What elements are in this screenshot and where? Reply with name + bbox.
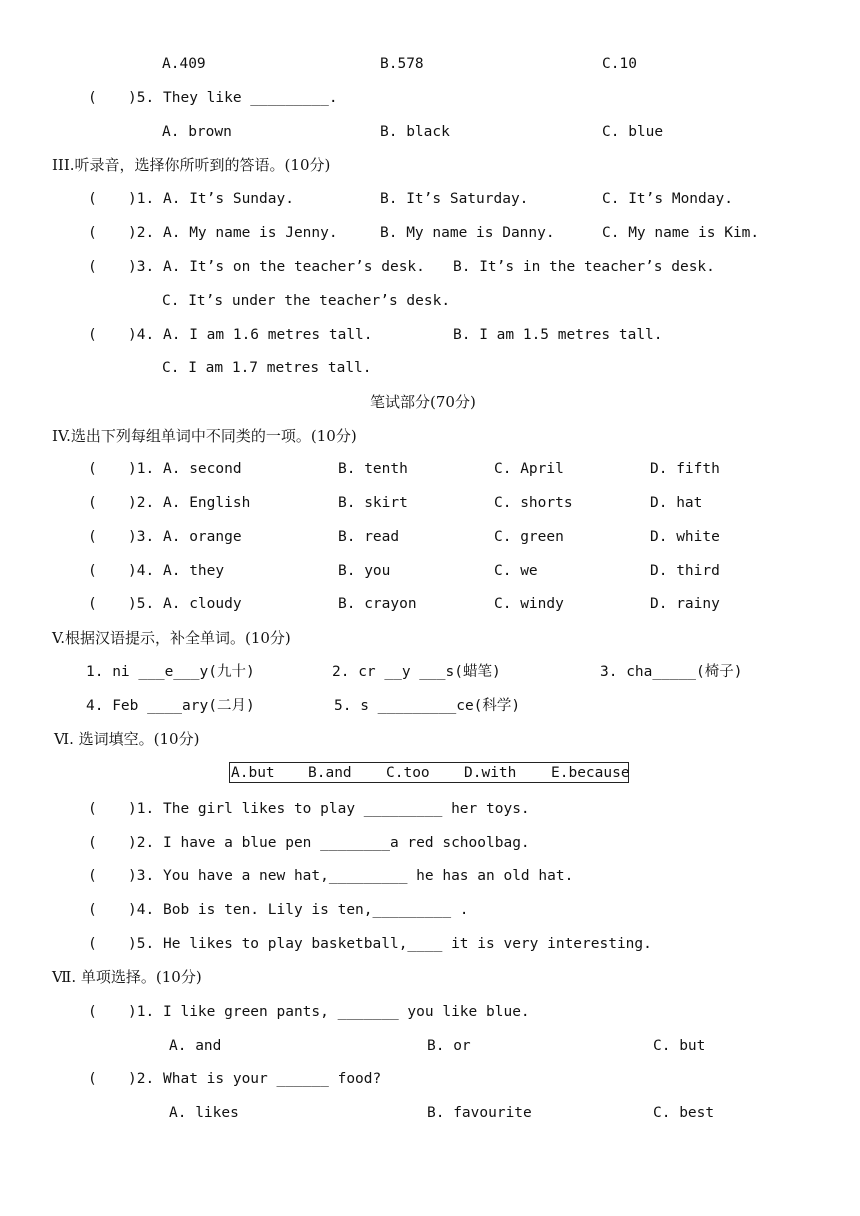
option-b: B. black [380,124,450,140]
word-item-5: 5. s _________ce(科学) [334,698,521,714]
answer-paren: ( [88,1071,97,1087]
question-number: )5. [128,936,155,952]
option-b: B. My name is Danny. [380,225,555,241]
question-text: Bob is ten. Lily is ten,_________ . [163,902,469,918]
question-number: )2. [128,495,155,511]
option-b: B. It’s Saturday. [380,191,529,207]
section-title-fill-words: Ⅵ. 选词填空。(10分) [54,730,200,748]
section-title-listening: III.听录音，选择你所听到的答语。(10分) [52,156,331,174]
option-d: D. fifth [650,461,720,477]
option-a: A. My name is Jenny. [163,225,338,241]
option-d: D. rainy [650,596,720,612]
question-number: )4. [128,563,155,579]
option-c: C. My name is Kim. [602,225,760,241]
answer-paren: ( [88,259,97,275]
option-a: A. cloudy [163,596,242,612]
word-item-2: 2. cr __y ___s(蜡笔) [332,664,501,680]
question-text: He likes to play basketball,____ it is very interesting. [163,936,652,952]
option-b: B. or [427,1038,471,1054]
option-b: B. I am 1.5 metres tall. [453,327,663,343]
option-c: C. April [494,461,564,477]
question-number: )1. [128,191,155,207]
option-a: A. orange [163,529,242,545]
question-number: )4. [128,902,155,918]
option-c: C. but [653,1038,706,1054]
answer-paren: ( [88,801,97,817]
question-text: I have a blue pen ________a red schoolbag. [163,835,530,851]
option-a: A. they [163,563,225,579]
option-a: A. second [163,461,242,477]
question-number: )1. [128,461,155,477]
question-number: )4. [128,327,155,343]
option-a: A. English [163,495,251,511]
option-a: A. brown [162,124,232,140]
answer-paren: ( [88,902,97,918]
answer-paren: ( [88,936,97,952]
option-d: D. white [650,529,720,545]
question-text: The girl likes to play _________ her toys. [163,801,530,817]
option-c: C.10 [602,56,637,72]
option-c: C. best [653,1105,715,1121]
question-number: )3. [128,868,155,884]
option-b: B. It’s in the teacher’s desk. [453,259,715,275]
question-number: )1. [128,1004,155,1020]
question-text: They like _________. [163,90,338,106]
option-c: C. we [494,563,538,579]
option-a: A. and [169,1038,222,1054]
section-title-odd-one-out: IV.选出下列每组单词中不同类的一项。(10分) [52,427,357,445]
option-b: B. you [338,563,391,579]
answer-paren: ( [88,495,97,511]
option-d: D. third [650,563,720,579]
word-bank-item: B.and [308,765,352,781]
question-number: )5. [128,90,155,106]
answer-paren: ( [88,529,97,545]
answer-paren: ( [88,835,97,851]
option-b: B. skirt [338,495,408,511]
word-item-3: 3. cha_____(椅子) [600,664,743,680]
option-c: C. shorts [494,495,573,511]
option-b: B. tenth [338,461,408,477]
question-number: )3. [128,259,155,275]
option-c: C. green [494,529,564,545]
word-bank-item: D.with [464,765,517,781]
option-b: B.578 [380,56,424,72]
answer-paren: ( [88,225,97,241]
section-title-multiple-choice: Ⅶ. 单项选择。(10分) [52,968,202,986]
section-title-complete-words: V.根据汉语提示，补全单词。(10分) [52,629,291,647]
answer-paren: ( [88,1004,97,1020]
question-text: What is your ______ food? [163,1071,382,1087]
question-number: )2. [128,1071,155,1087]
option-a: A.409 [162,56,206,72]
answer-paren: ( [88,90,97,106]
word-item-1: 1. ni ___e___y(九十) [86,664,255,680]
answer-paren: ( [88,868,97,884]
word-bank-item: C.too [386,765,430,781]
written-part-title: 笔试部分(70分) [370,393,476,411]
option-b: B. read [338,529,400,545]
option-a: A. likes [169,1105,239,1121]
answer-paren: ( [88,327,97,343]
question-number: )3. [128,529,155,545]
answer-paren: ( [88,191,97,207]
question-number: )5. [128,596,155,612]
option-c: C. blue [602,124,664,140]
answer-paren: ( [88,563,97,579]
option-a: A. It’s Sunday. [163,191,294,207]
question-number: )1. [128,801,155,817]
option-b: B. crayon [338,596,417,612]
option-a: A. It’s on the teacher’s desk. [163,259,425,275]
option-d: D. hat [650,495,703,511]
question-number: )2. [128,835,155,851]
option-c: C. I am 1.7 metres tall. [162,360,372,376]
option-a: A. I am 1.6 metres tall. [163,327,373,343]
option-c: C. It’s Monday. [602,191,733,207]
option-c: C. It’s under the teacher’s desk. [162,293,451,309]
option-c: C. windy [494,596,564,612]
question-number: )2. [128,225,155,241]
answer-paren: ( [88,596,97,612]
option-b: B. favourite [427,1105,532,1121]
question-text: I like green pants, _______ you like blue. [163,1004,530,1020]
word-item-4: 4. Feb ____ary(二月) [86,698,255,714]
answer-paren: ( [88,461,97,477]
word-bank-item: E.because [551,765,630,781]
word-bank-item: A.but [231,765,275,781]
question-text: You have a new hat,_________ he has an old hat. [163,868,574,884]
